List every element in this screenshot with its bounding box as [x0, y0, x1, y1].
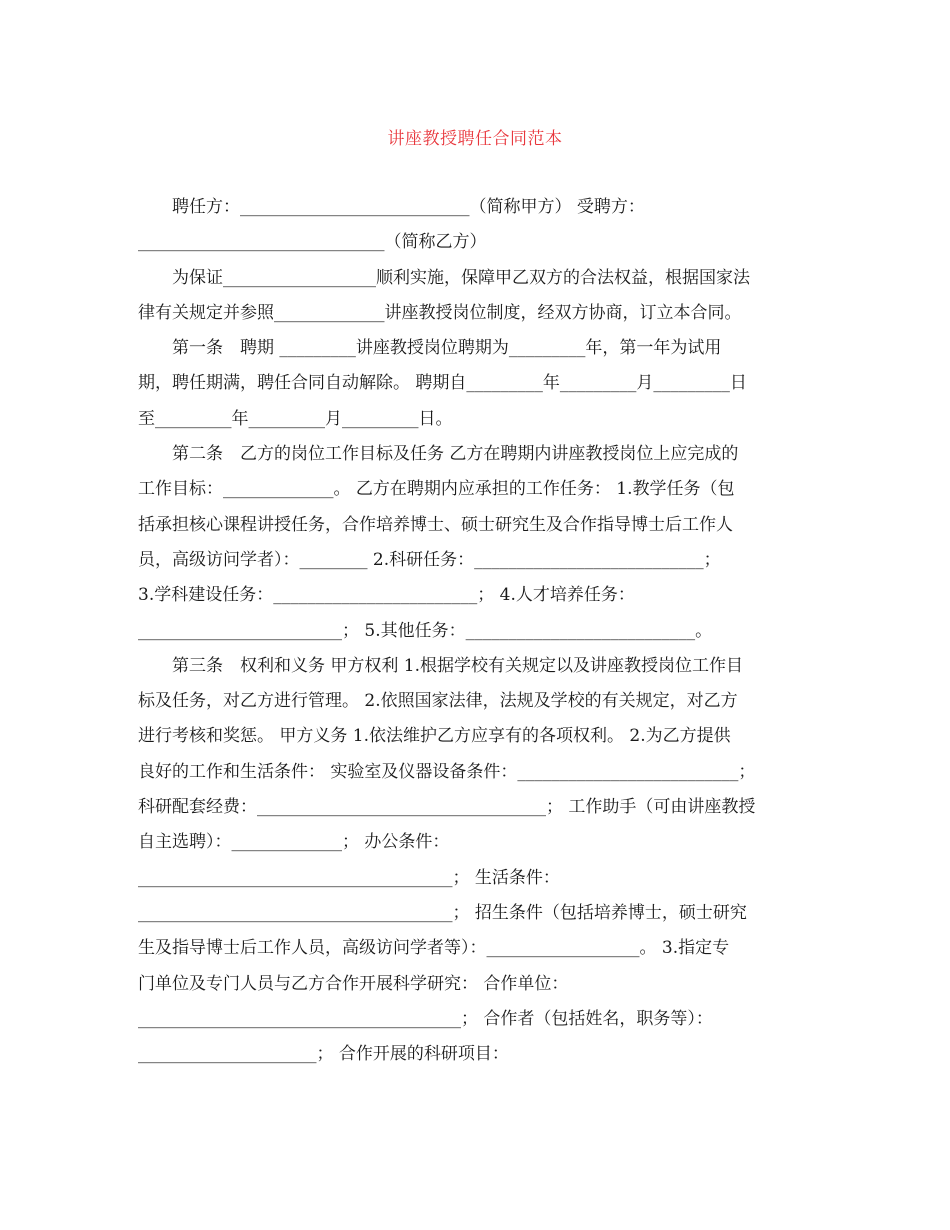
text-line-article-3-d: 良好的工作和生活条件： 实验室及仪器设备条件：__________________________；: [138, 761, 756, 782]
text-line-preamble-1: 为保证__________________顺利实施，保障甲乙双方的合法权益，根据国家法: [172, 267, 750, 288]
text-line-article-2-a: 第二条 乙方的岗位工作目标及任务 乙方在聘期内讲座教授岗位上应完成的: [172, 444, 739, 465]
text-line-article-1-c: 至_________年_________月_________日。: [138, 408, 453, 429]
text-line-employee: _____________________________（简称乙方）: [138, 232, 487, 253]
text-line-article-2-f: ________________________； 5.其他任务：___________________________。: [138, 620, 713, 641]
text-line-article-3-c: 进行考核和奖惩。 甲方义务 1.依法维护乙方应享有的各项权利。 2.为乙方提供: [138, 726, 731, 747]
text-line-article-2-b: 工作目标：_____________。 乙方在聘期内应承担的工作任务： 1.教学任务（包: [138, 479, 735, 500]
text-line-article-3-f: 自主选聘）：_____________； 办公条件：: [138, 832, 450, 853]
text-line-article-2-e: 3.学科建设任务：________________________； 4.人才培养任务：: [138, 585, 635, 606]
text-line-article-2-d: 员，高级访问学者）：________ 2.科研任务：___________________________；: [138, 549, 721, 570]
text-line-article-1-a: 第一条 聘期 _________讲座教授岗位聘期为_________年，第一年为试用: [172, 338, 722, 359]
text-line-article-3-b: 标及任务，对乙方进行管理。 2.依照国家法律，法规及学校的有关规定，对乙方: [138, 691, 738, 712]
text-line-article-1-b: 期，聘任期满，聘任合同自动解除。 聘期自_________年_________月_________日: [138, 373, 747, 394]
text-line-article-3-e: 科研配套经费：__________________________________； 工作助手（可由讲座教授: [138, 797, 756, 818]
text-line-article-3-k: ______________________________________； 合作者（包括姓名，职务等）：: [138, 1008, 713, 1029]
text-line-article-3-j: 门单位及专门人员与乙方合作开展科学研究： 合作单位：: [138, 973, 569, 994]
text-line-preamble-2: 律有关规定并参照_____________讲座教授岗位制度，经双方协商，订立本合同。: [138, 302, 742, 323]
text-line-article-3-h: _____________________________________； 招生条件（包括培养博士，硕士研究: [138, 902, 747, 923]
text-line-article-3-g: _____________________________________； 生活条件：: [138, 867, 560, 888]
document-body: [138, 190, 812, 1072]
text-line-article-3-l: _____________________； 合作开展的科研项目：: [138, 1044, 509, 1065]
text-line-article-2-c: 括承担核心课程讲授任务，合作培养博士、硕士研究生及合作指导博士后工作人: [138, 514, 733, 535]
document-title: 讲座教授聘任合同范本: [387, 129, 563, 149]
text-line-article-3-i: 生及指导博士后工作人员，高级访问学者等）：__________________。 3.指定专: [138, 938, 730, 959]
text-line-employer: 聘任方：___________________________（简称甲方） 受聘方：: [172, 197, 645, 217]
text-line-article-3-a: 第三条 权利和义务 甲方权利 1.根据学校有关规定以及讲座教授岗位工作目: [172, 655, 744, 676]
